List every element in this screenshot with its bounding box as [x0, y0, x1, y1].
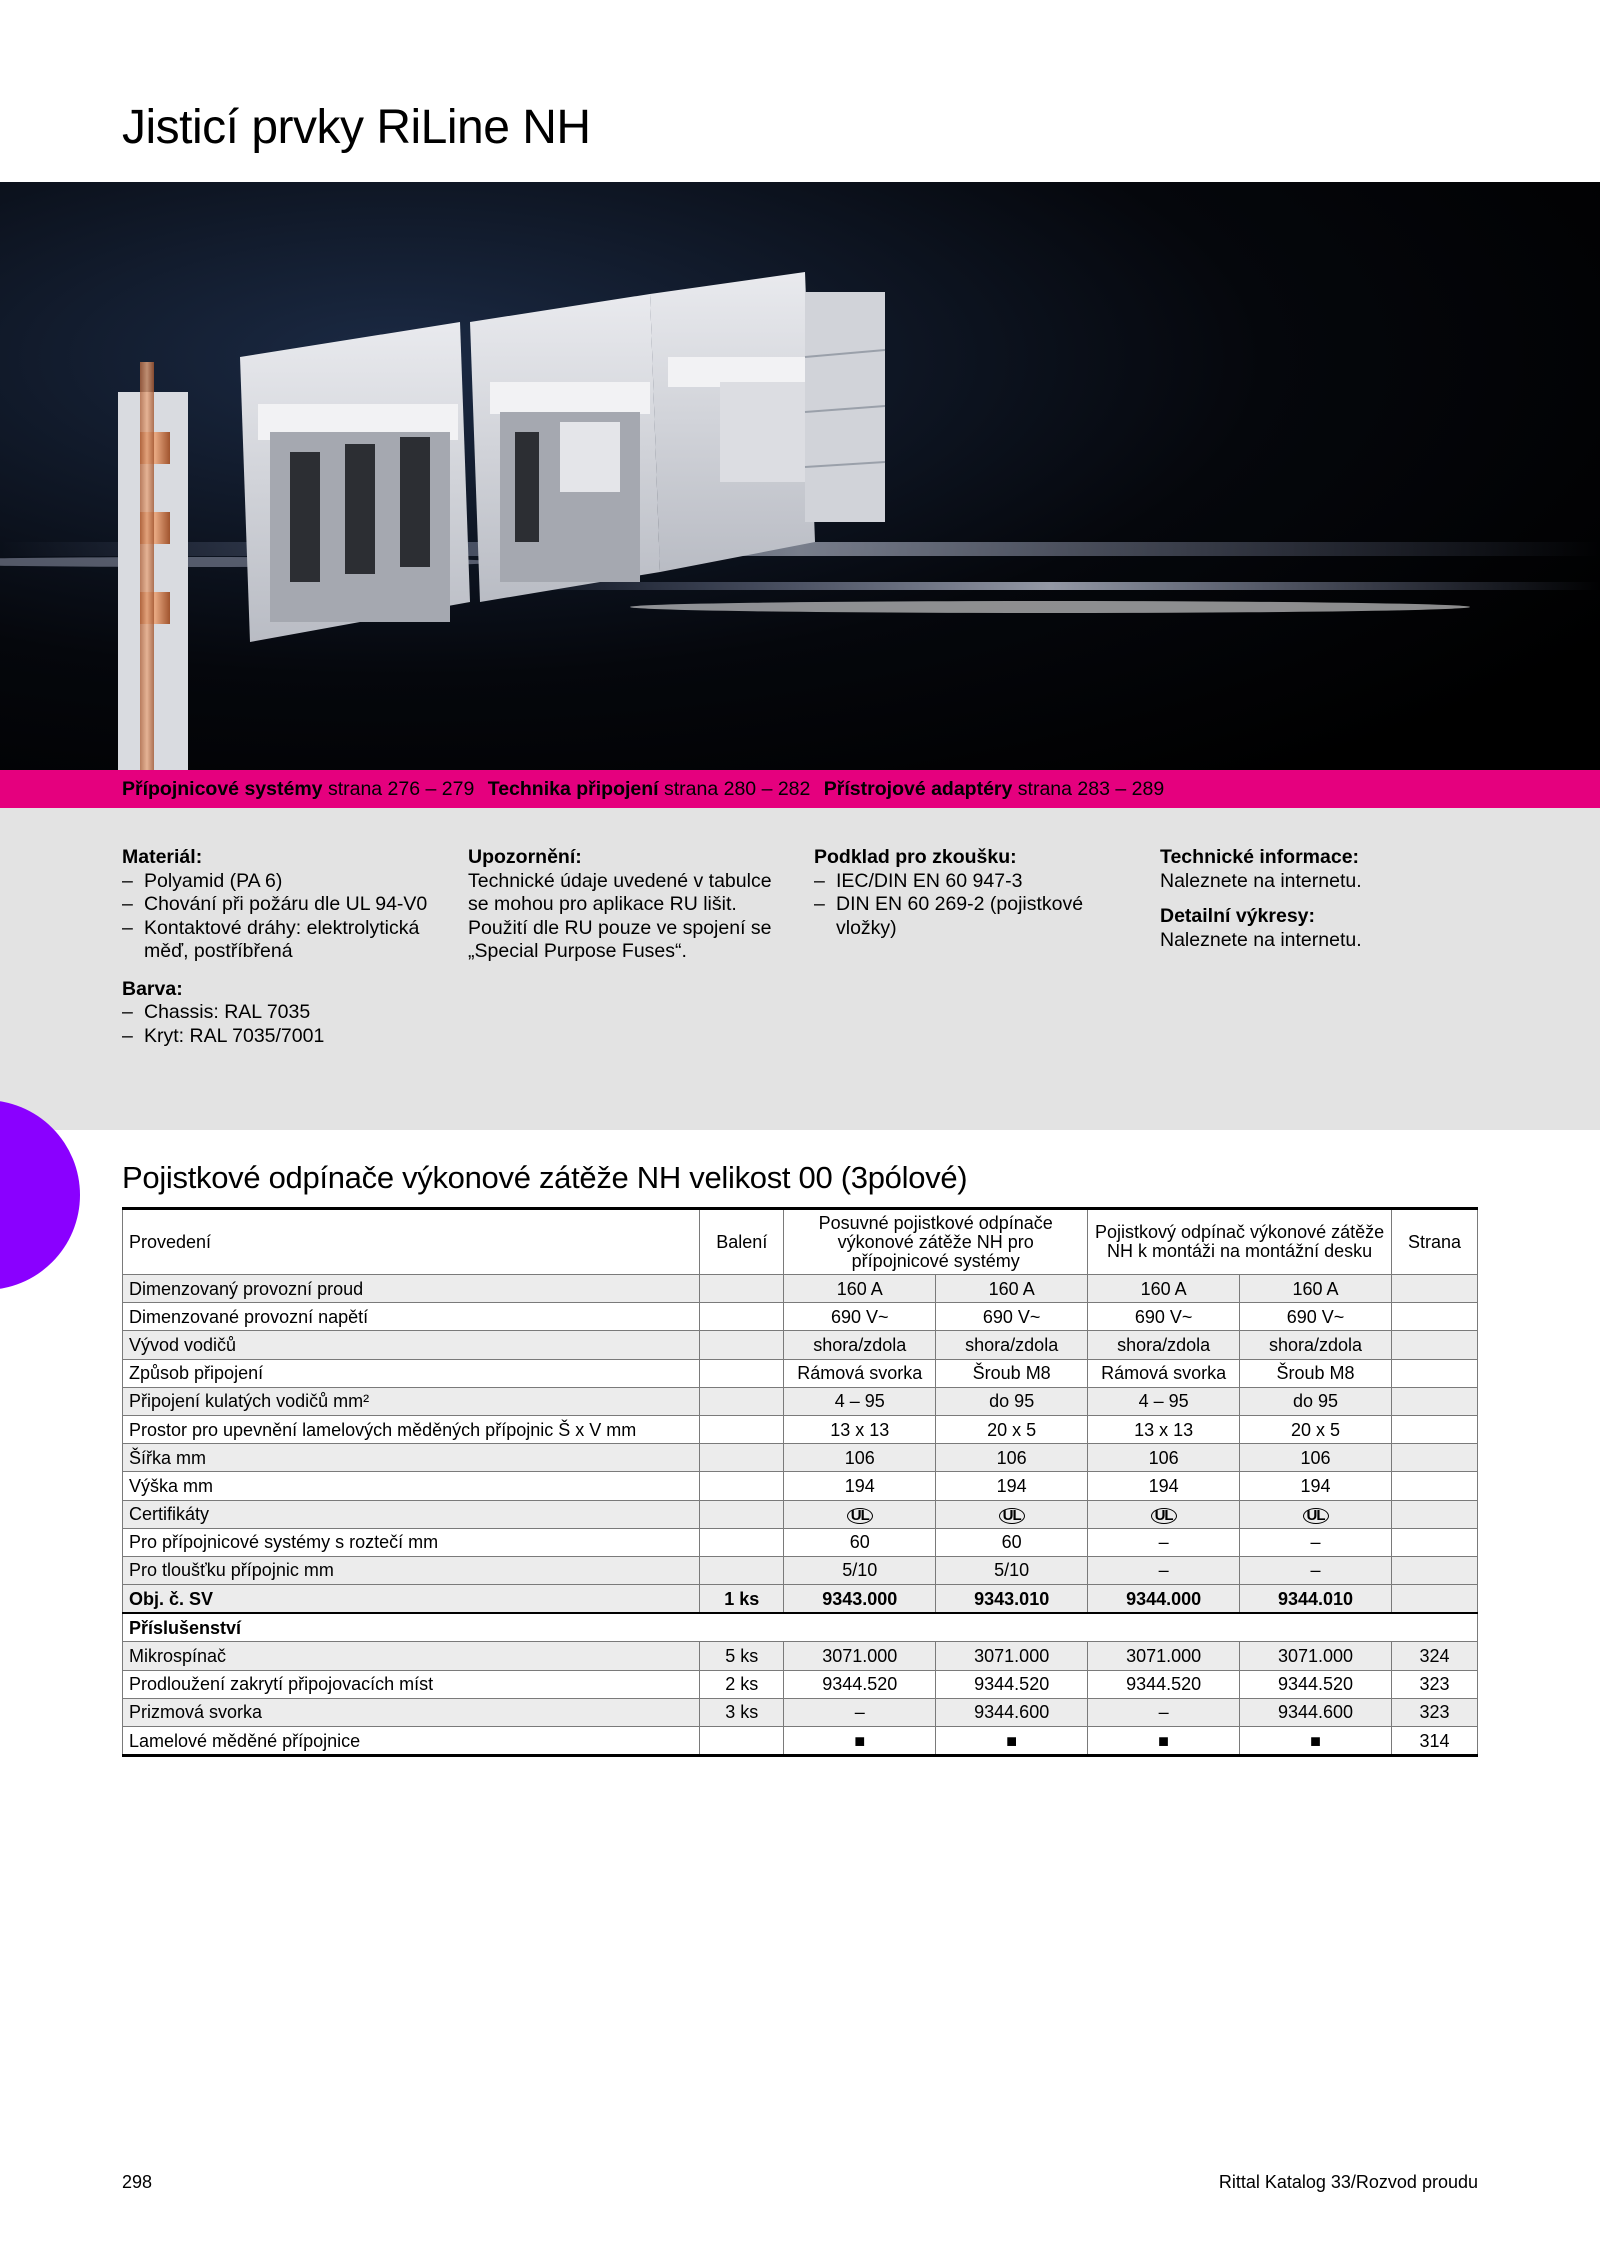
cell-label: Připojení kulatých vodičů mm²	[123, 1387, 700, 1415]
cell-value	[784, 1500, 936, 1528]
cell-value: shora/zdola	[784, 1331, 936, 1359]
table-row	[123, 1472, 1478, 1500]
cell-page: 314	[1391, 1727, 1477, 1756]
cell-label: Lamelové měděné přípojnice	[123, 1727, 700, 1756]
cell-value: 160 A	[936, 1275, 1088, 1303]
cell-value: 13 x 13	[784, 1415, 936, 1443]
cell-value: 60	[784, 1528, 936, 1556]
cell-label: Šířka mm	[123, 1444, 700, 1472]
ul-cert-icon: UL	[1151, 1508, 1177, 1524]
cell-value: –	[1088, 1698, 1240, 1726]
cell-value: shora/zdola	[1088, 1331, 1240, 1359]
list-item: – DIN EN 60 269-2 (pojistkové vložky)	[814, 893, 1134, 940]
test-heading: Podklad pro zkoušku:	[814, 846, 1017, 868]
cell-pack: 5 ks	[700, 1642, 784, 1670]
cell-value: do 95	[936, 1387, 1088, 1415]
cell-value: 690 V~	[1240, 1303, 1392, 1331]
note-text: Technické údaje uvedené v tabulce se mohou pro aplikace RU lišit.	[468, 869, 772, 915]
cell-value: 690 V~	[1088, 1303, 1240, 1331]
cell-value: 9344.000	[1088, 1585, 1240, 1614]
cell-value: 3071.000	[936, 1642, 1088, 1670]
cell-value: 9344.600	[1240, 1698, 1392, 1726]
cell-pack: 2 ks	[700, 1670, 784, 1698]
cell-pack	[700, 1556, 784, 1584]
cell-page	[1391, 1275, 1477, 1303]
cell-page	[1391, 1444, 1477, 1472]
table-row	[123, 1415, 1478, 1443]
cell-value: 9344.520	[1240, 1670, 1392, 1698]
cell-label: Prizmová svorka	[123, 1698, 700, 1726]
cell-label: Pro tloušťku přípojnic mm	[123, 1556, 700, 1584]
cell-page	[1391, 1359, 1477, 1387]
cell-page	[1391, 1387, 1477, 1415]
accessories-label: Příslušenství	[123, 1613, 1478, 1642]
cell-value: 9344.520	[1088, 1670, 1240, 1698]
catalog-name: Rittal Katalog 33/Rozvod proudu	[1218, 2172, 1478, 2192]
cell-value	[936, 1500, 1088, 1528]
cell-value: 106	[936, 1444, 1088, 1472]
table-row	[123, 1275, 1478, 1303]
tech-column	[1160, 846, 1480, 952]
drawings-heading: Detailní výkresy:	[1160, 905, 1316, 927]
material-list	[122, 870, 442, 964]
cell-value: 3071.000	[784, 1642, 936, 1670]
accessories-header-row	[123, 1613, 1478, 1642]
tech-text: Naleznete na internetu.	[1160, 869, 1362, 892]
cell-value: Rámová svorka	[1088, 1359, 1240, 1387]
table-row	[123, 1387, 1478, 1415]
cell-value: 106	[784, 1444, 936, 1472]
cell-pack	[700, 1500, 784, 1528]
cell-value: 20 x 5	[936, 1415, 1088, 1443]
note-heading: Upozornění:	[468, 846, 582, 868]
cell-pack	[700, 1415, 784, 1443]
material-column	[122, 846, 442, 1048]
table-row	[123, 1698, 1478, 1726]
cell-value: Šroub M8	[936, 1359, 1088, 1387]
cell-pack	[700, 1331, 784, 1359]
cell-value: 9343.000	[784, 1585, 936, 1614]
cell-value: 690 V~	[784, 1303, 936, 1331]
table-row	[123, 1585, 1478, 1614]
info-band	[0, 808, 1600, 1130]
cell-value: –	[1240, 1528, 1392, 1556]
note-column	[468, 846, 788, 964]
cell-label: Způsob připojení	[123, 1359, 700, 1387]
test-list	[814, 870, 1134, 941]
table-row	[123, 1528, 1478, 1556]
cell-value: 194	[1240, 1472, 1392, 1500]
cell-value: do 95	[1240, 1387, 1392, 1415]
table-row	[123, 1670, 1478, 1698]
list-item: – IEC/DIN EN 60 947-3	[814, 870, 1134, 894]
cell-value: 194	[936, 1472, 1088, 1500]
cell-value: 5/10	[784, 1556, 936, 1584]
cell-value: Rámová svorka	[784, 1359, 936, 1387]
table-header-row	[123, 1209, 1478, 1275]
drawings-text: Naleznete na internetu.	[1160, 928, 1362, 951]
cell-pack	[700, 1387, 784, 1415]
cell-label: Prostor pro upevnění lamelových měděných přípojnic Š x V mm	[123, 1415, 700, 1443]
cell-value: 3071.000	[1088, 1642, 1240, 1670]
cell-value: 13 x 13	[1088, 1415, 1240, 1443]
cell-value	[1240, 1500, 1392, 1528]
page-number: 298	[122, 2172, 153, 2192]
cell-label: Vývod vodičů	[123, 1331, 700, 1359]
cell-value: 160 A	[784, 1275, 936, 1303]
page-title: Jisticí prvky RiLine NH	[122, 101, 591, 154]
cell-pack	[700, 1444, 784, 1472]
cell-page	[1391, 1585, 1477, 1614]
cell-value: 4 – 95	[1088, 1387, 1240, 1415]
col-header-provedeni: Provedení	[123, 1209, 700, 1275]
cell-value: –	[1088, 1528, 1240, 1556]
cell-label: Dimenzovaný provozní proud	[123, 1275, 700, 1303]
table-row	[123, 1331, 1478, 1359]
cell-value: ■	[1240, 1727, 1392, 1756]
list-item: – Polyamid (PA 6)	[122, 870, 442, 894]
cell-page	[1391, 1303, 1477, 1331]
cell-label: Prodloužení zakrytí připojovacích míst	[123, 1670, 700, 1698]
cell-label: Obj. č. SV	[123, 1585, 700, 1614]
cell-value: 20 x 5	[1240, 1415, 1392, 1443]
cell-pack	[700, 1727, 784, 1756]
table-row	[123, 1500, 1478, 1528]
cell-pack: 1 ks	[700, 1585, 784, 1614]
cell-value: 60	[936, 1528, 1088, 1556]
test-column	[814, 846, 1134, 940]
list-item: – Chassis: RAL 7035	[122, 1001, 442, 1025]
cell-value: 9344.520	[936, 1670, 1088, 1698]
cell-value: ■	[1088, 1727, 1240, 1756]
cell-page	[1391, 1415, 1477, 1443]
crossref-connection[interactable]: Technika připojení strana 280 – 282	[487, 778, 811, 800]
spec-table	[122, 1207, 1478, 1757]
cell-value: –	[1240, 1556, 1392, 1584]
cell-value: 194	[1088, 1472, 1240, 1500]
table-row	[123, 1727, 1478, 1756]
product-photo	[0, 182, 1600, 770]
cell-pack	[700, 1528, 784, 1556]
cell-value: 9344.520	[784, 1670, 936, 1698]
cell-pack	[700, 1303, 784, 1331]
cell-label: Dimenzované provozní napětí	[123, 1303, 700, 1331]
cell-pack	[700, 1275, 784, 1303]
cell-value: –	[784, 1698, 936, 1726]
list-item: – Kryt: RAL 7035/7001	[122, 1025, 442, 1049]
col-header-group1: Posuvné pojistkové odpínače výkonové zátěže NH pro přípojnicové systémy	[784, 1209, 1088, 1275]
cell-value: 160 A	[1088, 1275, 1240, 1303]
cell-value: –	[1088, 1556, 1240, 1584]
cell-pack	[700, 1472, 784, 1500]
cell-page	[1391, 1472, 1477, 1500]
section-title: Pojistkové odpínače výkonové zátěže NH velikost 00 (3pólové)	[122, 1160, 968, 1195]
table-row	[123, 1642, 1478, 1670]
material-heading: Materiál:	[122, 846, 203, 868]
cell-page	[1391, 1528, 1477, 1556]
cell-value: ■	[936, 1727, 1088, 1756]
list-item: – Chování při požáru dle UL 94-V0	[122, 893, 442, 917]
cell-value: 3071.000	[1240, 1642, 1392, 1670]
cell-value: ■	[784, 1727, 936, 1756]
note-text-2: Použití dle RU pouze ve spojení se „Special Purpose Fuses“.	[468, 916, 772, 962]
cell-page: 324	[1391, 1642, 1477, 1670]
table-row	[123, 1556, 1478, 1584]
cell-page	[1391, 1500, 1477, 1528]
cell-value: 9344.600	[936, 1698, 1088, 1726]
color-list	[122, 1001, 442, 1048]
table-row	[123, 1444, 1478, 1472]
cell-pack	[700, 1359, 784, 1387]
cell-value	[1088, 1500, 1240, 1528]
col-header-baleni: Balení	[700, 1209, 784, 1275]
table-row	[123, 1359, 1478, 1387]
tech-heading: Technické informace:	[1160, 846, 1360, 868]
cross-reference-bar	[0, 770, 1600, 808]
cell-page: 323	[1391, 1698, 1477, 1726]
cell-label: Certifikáty	[123, 1500, 700, 1528]
product-illustration	[0, 182, 1600, 770]
cell-value: Šroub M8	[1240, 1359, 1392, 1387]
cell-value: 5/10	[936, 1556, 1088, 1584]
cell-value: 106	[1088, 1444, 1240, 1472]
ul-cert-icon: UL	[847, 1508, 873, 1524]
cell-value: shora/zdola	[1240, 1331, 1392, 1359]
col-header-group2: Pojistkový odpínač výkonové zátěže NH k montáži na montážní desku	[1088, 1209, 1392, 1275]
cell-page: 323	[1391, 1670, 1477, 1698]
cell-value: 9343.010	[936, 1585, 1088, 1614]
crossref-busbar[interactable]: Přípojnicové systémy strana 276 – 279	[122, 778, 475, 800]
cell-label: Výška mm	[123, 1472, 700, 1500]
color-heading: Barva:	[122, 977, 183, 1000]
cell-value: 194	[784, 1472, 936, 1500]
cell-value: 4 – 95	[784, 1387, 936, 1415]
cell-page	[1391, 1331, 1477, 1359]
cell-value: 690 V~	[936, 1303, 1088, 1331]
crossref-adapters[interactable]: Přístrojové adaptéry strana 283 – 289	[823, 778, 1165, 800]
cell-value: 160 A	[1240, 1275, 1392, 1303]
cell-value: 9344.010	[1240, 1585, 1392, 1614]
cell-pack: 3 ks	[700, 1698, 784, 1726]
list-item: – Kontaktové dráhy: elektrolytická měď, postříbřená	[122, 917, 442, 964]
cell-value: shora/zdola	[936, 1331, 1088, 1359]
cell-label: Pro přípojnicové systémy s roztečí mm	[123, 1528, 700, 1556]
cell-page	[1391, 1556, 1477, 1584]
cell-value: 106	[1240, 1444, 1392, 1472]
ul-cert-icon: UL	[1303, 1508, 1329, 1524]
ul-cert-icon: UL	[999, 1508, 1025, 1524]
table-row	[123, 1303, 1478, 1331]
col-header-strana: Strana	[1391, 1209, 1477, 1275]
cell-label: Mikrospínač	[123, 1642, 700, 1670]
